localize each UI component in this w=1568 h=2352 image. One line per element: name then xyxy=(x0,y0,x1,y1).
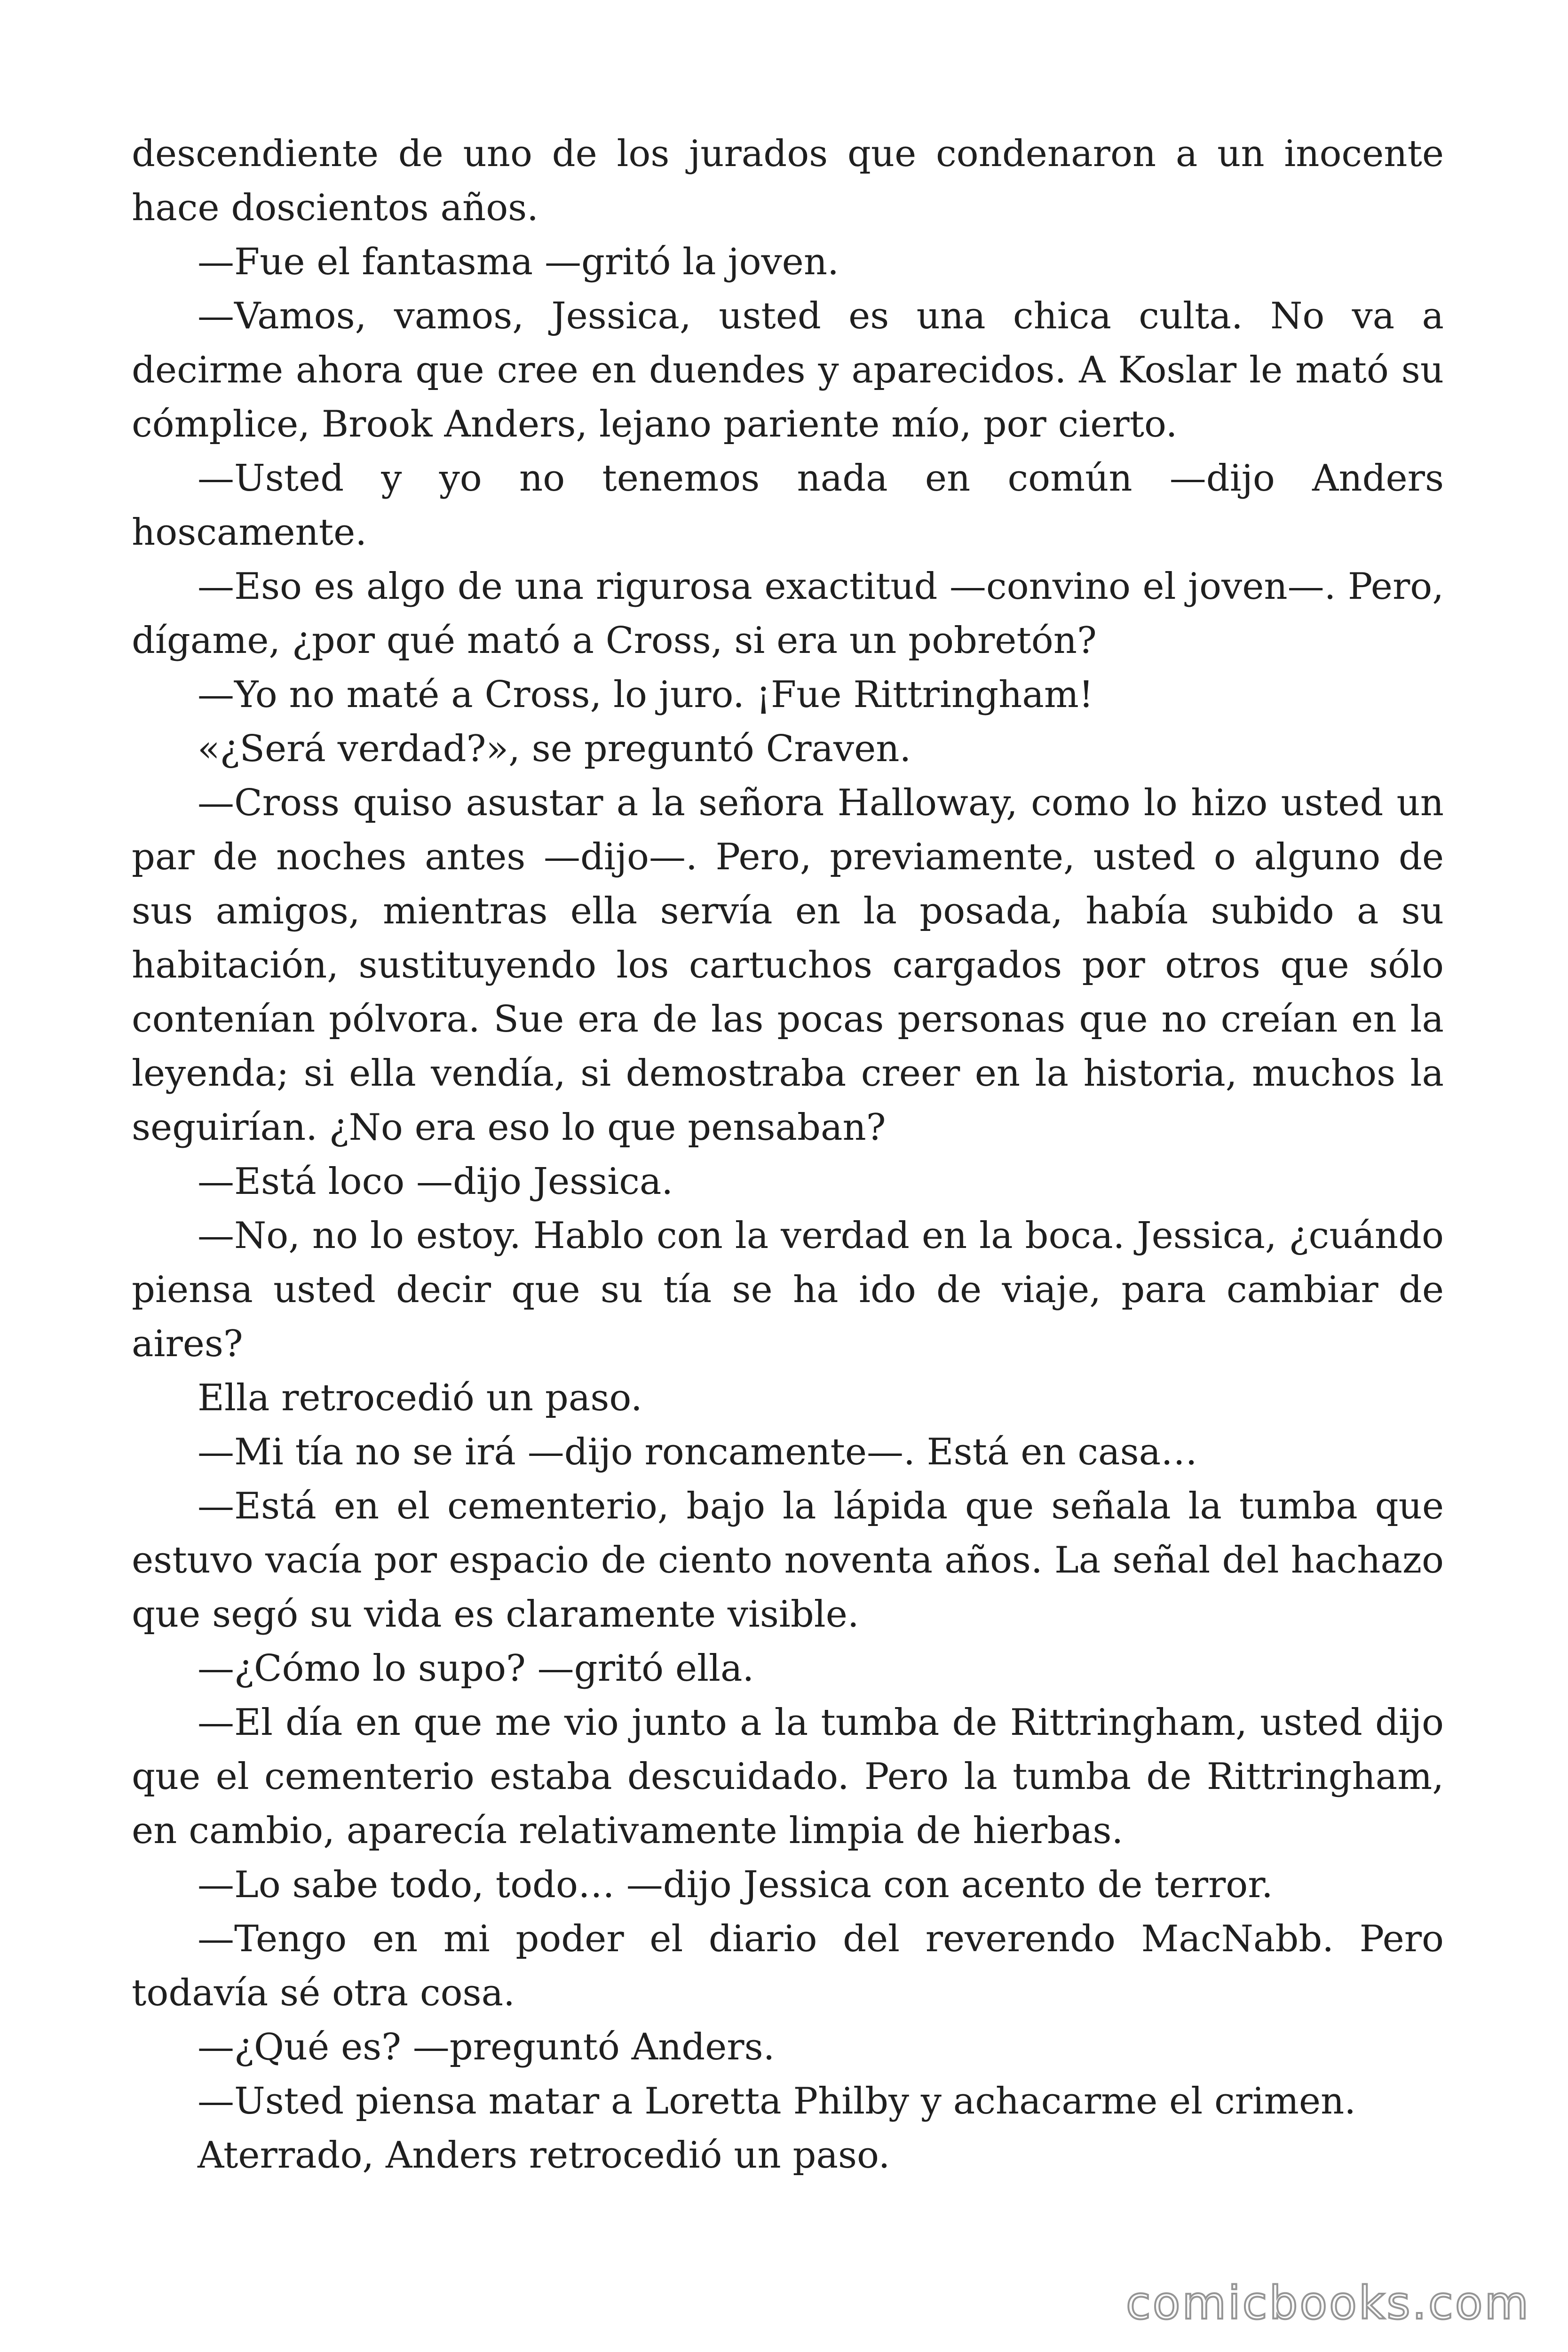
paragraph: —Usted piensa matar a Loretta Philby y achacarme el crimen. xyxy=(198,2080,1356,2122)
watermark-logo: comicbooks.com xyxy=(1125,2277,1530,2329)
paragraph: —El día en que me vio junto a la tumba de Rittringham, usted dijo que el cementerio estaba descuidado. Pero la tumba de Rittringham, en cambio, aparecía relativamente limpia de hierbas. xyxy=(132,1701,1444,1852)
paragraph: «¿Será verdad?», se preguntó Craven. xyxy=(198,728,911,770)
paragraph: Aterrado, Anders retrocedió un paso. xyxy=(198,2134,890,2177)
paragraph: —Está loco —dijo Jessica. xyxy=(198,1160,673,1203)
paragraph: —Está en el cementerio, bajo la lápida que señala la tumba que estuvo vacía por espacio de ciento noventa años. La señal del hachazo que segó su vida es claramente visible. xyxy=(132,1485,1444,1636)
paragraph: —No, no lo estoy. Hablo con la verdad en la boca. Jessica, ¿cuándo piensa usted decir que su tía se ha ido de viaje, para cambiar de aires? xyxy=(132,1215,1444,1365)
paragraph: —¿Qué es? —preguntó Anders. xyxy=(198,2026,775,2068)
paragraph: —Cross quiso asustar a la señora Halloway, como lo hizo usted un par de noches antes —dijo—. Pero, previamente, usted o alguno de sus amigos, mientras ella servía en la posada, había subido a su habitación, sustituyendo los cartuchos cargados por otros que sólo contenían pólvora. Sue era de las pocas personas que no creían en la leyenda; si ella vendía, si demostraba creer en la historia, muchos la seguirían. ¿No era eso lo que pensaban? xyxy=(132,782,1444,1149)
paragraph: —Eso es algo de una rigurosa exactitud —convino el joven—. Pero, dígame, ¿por qué mató a Cross, si era un pobretón? xyxy=(132,565,1444,662)
paragraph: —Vamos, vamos, Jessica, usted es una chica culta. No va a decirme ahora que cree en duendes y aparecidos. A Koslar le mató su cómplice, Brook Anders, lejano pariente mío, por cierto. xyxy=(132,295,1444,445)
paragraph: —Mi tía no se irá —dijo roncamente—. Está en casa… xyxy=(198,1431,1198,1473)
paragraph: —Yo no maté a Cross, lo juro. ¡Fue Rittringham! xyxy=(198,674,1094,716)
paragraph: —Tengo en mi poder el diario del reverendo MacNabb. Pero todavía sé otra cosa. xyxy=(132,1918,1444,2014)
paragraph: —Usted y yo no tenemos nada en común —dijo Anders hoscamente. xyxy=(132,457,1444,554)
page-text xyxy=(132,127,1444,2183)
paragraph: Ella retrocedió un paso. xyxy=(198,1377,642,1419)
paragraph: —¿Cómo lo supo? —gritó ella. xyxy=(198,1647,754,1690)
paragraph: —Fue el fantasma —gritó la joven. xyxy=(198,241,839,283)
paragraph: descendiente de uno de los jurados que condenaron a un inocente hace doscientos años. xyxy=(132,133,1444,229)
paragraph: —Lo sabe todo, todo… —dijo Jessica con acento de terror. xyxy=(198,1864,1273,1906)
